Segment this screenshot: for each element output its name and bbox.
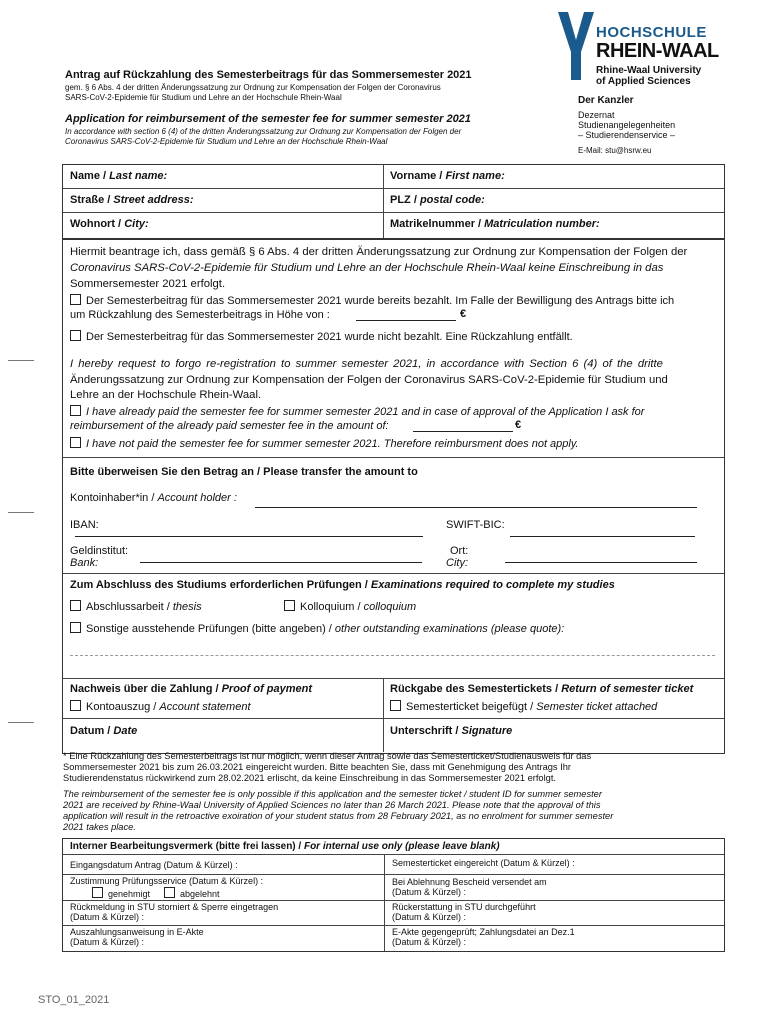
date-de: Datum / <box>70 725 114 737</box>
note-en-3: application will result in the retroactive exoiration of your student status from 28 February 2021, as no enrolment for summer semester <box>63 811 614 821</box>
field-street[interactable] <box>70 194 194 206</box>
rejected-label: abgelehnt <box>180 889 220 899</box>
internal-r2-right-2: (Datum & Kürzel) : <box>392 887 467 897</box>
option-paid-en-text: I have already paid the semester fee for summer semester 2021 and in case of approval of the Application I ask for <box>86 406 645 418</box>
internal-table-title <box>70 841 500 852</box>
ticket-en: Return of semester ticket <box>561 683 694 695</box>
checkbox-colloquium[interactable] <box>284 600 295 611</box>
internal-r4-left-1: Auszahlungsanweisung in E-Akte <box>70 927 204 937</box>
other-en: other outstanding examinations (please quote): <box>334 623 565 635</box>
approved-label: genehmigt <box>108 889 151 899</box>
label-city-en: City: <box>124 218 149 230</box>
statement-de: Kontoauszug / <box>86 701 160 713</box>
iban-field[interactable] <box>75 536 423 537</box>
table-divider <box>62 900 724 901</box>
option-paid-de-text: Der Semesterbeitrag für das Sommersemester 2021 wurde bereits bezahlt. Im Falle der Bewilligung des Antrags bitte ich <box>86 295 675 307</box>
attached-en: Semester ticket attached <box>536 701 658 713</box>
date-en: Date <box>113 725 138 737</box>
internal-r3-right-2: (Datum & Kürzel) : <box>392 912 467 922</box>
internal-r3-right-1: Rückerstattung in STU durchgeführt <box>392 902 536 912</box>
ticket-de: Rückgabe des Semestertickets / <box>390 683 562 695</box>
internal-r4-left-2: (Datum & Kürzel) : <box>70 937 145 947</box>
option-unpaid-en[interactable] <box>70 437 579 450</box>
subtitle-en-2: Coronavirus SARS-CoV-2-Epidemie für Studium und Lehre an der Hochschule Rhein-Waal <box>65 137 388 146</box>
colloq-en: colloquium <box>363 601 417 613</box>
internal-r2-approved[interactable] <box>92 887 150 900</box>
checkbox-paid-en[interactable] <box>70 405 81 416</box>
subtitle-de-2: SARS-CoV-2-Epidemie für Studium und Lehre an der Hochschule Rhein-Waal <box>65 93 342 102</box>
checkbox-other-exams[interactable] <box>70 622 81 633</box>
internal-r3-left-2: (Datum & Kürzel) : <box>70 912 145 922</box>
currency-en: € <box>515 419 522 431</box>
payment-en: Proof of payment <box>221 683 313 695</box>
colloq-de: Kolloquium / <box>300 601 364 613</box>
statement-en: Account statement <box>159 701 251 713</box>
option-account-statement[interactable] <box>70 700 251 713</box>
checkbox-ticket-attached[interactable] <box>390 700 401 711</box>
internal-r2-right-1: Bei Ablehnung Bescheid versendet am <box>392 877 547 887</box>
internal-r3-left-1: Rückmeldung in STU storniert & Sperre eingetragen <box>70 902 279 912</box>
table-divider <box>384 854 385 951</box>
label-vorname-en: First name: <box>445 170 505 182</box>
logo-mark-icon <box>556 12 596 82</box>
amount-line-de[interactable] <box>356 320 456 321</box>
sender-studienangelegenheiten: Studienangelegenheiten <box>578 120 676 130</box>
section-divider <box>62 678 724 679</box>
option-colloquium[interactable] <box>284 600 416 613</box>
request-de-line3: Sommersemester 2021 erfolgt. <box>70 278 226 290</box>
internal-r2-left: Zustimmung Prüfungsservice (Datum & Kürzel) : <box>70 876 264 886</box>
amount-line-en[interactable] <box>413 431 513 432</box>
label-vorname-de: Vorname / <box>390 170 446 182</box>
section-divider <box>62 457 724 458</box>
proof-payment-title <box>70 683 312 695</box>
request-en-line2: Änderungssatzung zur Ordnung zur Kompensation der Folgen der Coronavirus SARS-CoV-2-Epidemie für Studium und <box>70 374 668 386</box>
logo-text-hochschule: HOCHSCHULE <box>596 24 707 41</box>
bank-name-field[interactable] <box>140 562 422 563</box>
option-paid-en-line2: reimbursement of the already paid semester fee in the amount of: <box>70 420 389 432</box>
section-divider <box>383 678 384 752</box>
account-holder-label <box>70 492 237 504</box>
swift-field[interactable] <box>510 536 695 537</box>
thesis-en: thesis <box>172 601 202 613</box>
label-city-de: Wohnort / <box>70 218 125 230</box>
checkbox-thesis[interactable] <box>70 600 81 611</box>
table-divider <box>62 925 724 926</box>
other-de: Sonstige ausstehende Prüfungen (bitte angeben) / <box>86 623 335 635</box>
other-exams-field[interactable] <box>70 655 715 656</box>
checkbox-unpaid-en[interactable] <box>70 437 81 448</box>
account-holder-field[interactable] <box>255 507 697 508</box>
logo-text-rheinwaal: RHEIN-WAAL <box>596 40 719 62</box>
label-street-de: Straße / <box>70 194 114 206</box>
table-divider <box>62 854 724 855</box>
bank-city-label-de: Ort: <box>450 545 469 557</box>
option-other-exams[interactable] <box>70 622 564 635</box>
request-de-line1-text: Hiermit beantrage ich, dass gemäß § 6 Abs. 4 der dritten Änderungssatzung zur Ordnung zur Kompensation der Folgen der <box>70 246 688 258</box>
bank-section-title: Bitte überweisen Sie den Betrag an / Please transfer the amount to <box>70 466 418 478</box>
note-de-3: Studierendenstatus rückwirkend zum 28.02.2021 erlischt, da keine Einschreibung in das Sommersemester 2021 erfolgt. <box>63 773 557 783</box>
sign-de: Unterschrift / <box>390 725 462 737</box>
request-en-line3: Lehre an der Hochschule Rhein-Waal. <box>70 389 262 401</box>
label-name-en: Last name: <box>109 170 168 182</box>
label-street-en: Street address: <box>113 194 194 206</box>
internal-title-en: For internal use only (please leave blank) <box>303 841 500 852</box>
checkbox-approved[interactable] <box>92 887 103 898</box>
holder-de: Kontoinhaber*in / <box>70 492 158 504</box>
ticket-return-title <box>390 683 693 695</box>
note-en-1: The reimbursement of the semester fee is only possible if this application and the semester ticket / student ID for summer semester <box>63 789 602 799</box>
title-en: Application for reimbursement of the semester fee for summer semester 2021 <box>65 113 471 125</box>
signature-field[interactable] <box>390 725 512 737</box>
section-divider <box>62 573 724 574</box>
fold-mark-3 <box>8 722 34 723</box>
thesis-de: Abschlussarbeit / <box>86 601 173 613</box>
request-de-line1 <box>70 246 720 258</box>
sender-email: E-Mail: stu@hsrw.eu <box>578 146 652 155</box>
attached-de: Semesterticket beigefügt / <box>406 701 537 713</box>
exams-title-en: Examinations required to complete my studies <box>370 579 615 591</box>
note-de-1: * Eine Rückzahlung des Semesterbeitrags ist nur möglich, wenn dieser Antrag sowie das Semesterticket/Studienausweis für das <box>63 751 592 761</box>
checkbox-rejected[interactable] <box>164 887 175 898</box>
label-name-de: Name / <box>70 170 110 182</box>
document-code: STO_01_2021 <box>38 994 110 1006</box>
option-paid-de-line2: um Rückzahlung des Semesterbeitrags in Höhe von : <box>70 309 330 321</box>
note-en-2: 2021 are received by Rhine-Waal University of Applied Sciences no later than 26 March 2021. Please note that the approval of this <box>63 800 601 810</box>
swift-label: SWIFT-BIC: <box>446 519 505 531</box>
note-de-2: Sommersemester 2021 bis zum 26.03.2021 eingereicht wurden. Bitte beachten Sie, dass mit Genehmigung des Antrags Ihr <box>63 762 571 772</box>
exams-section-title <box>70 579 615 591</box>
label-plz-en: postal code: <box>419 194 485 206</box>
field-first-name[interactable] <box>390 170 505 182</box>
option-unpaid-en-text: I have not paid the semester fee for summer semester 2021. Therefore reimbursment does not apply. <box>86 438 579 450</box>
currency-de: € <box>460 308 467 320</box>
logo-text-en2: of Applied Sciences <box>596 76 691 87</box>
sender-kanzler: Der Kanzler <box>578 95 634 106</box>
field-postal-code[interactable] <box>390 194 485 206</box>
iban-label: IBAN: <box>70 519 99 531</box>
table-divider <box>62 874 724 875</box>
option-paid-en[interactable] <box>70 405 644 418</box>
field-matriculation[interactable] <box>390 218 600 230</box>
title-de: Antrag auf Rückzahlung des Semesterbeitrags für das Sommersemester 2021 <box>65 69 472 81</box>
sign-en: Signature <box>461 725 513 737</box>
table-divider <box>383 164 384 239</box>
table-divider <box>62 212 724 213</box>
option-paid-de[interactable] <box>70 294 674 307</box>
internal-r1-left: Eingangsdatum Antrag (Datum & Kürzel) : <box>70 860 238 870</box>
fold-mark-1 <box>8 360 34 361</box>
request-de-line2: Coronavirus SARS-CoV-2-Epidemie für Studium und Lehre an der Hochschule Rhein-Waal keine Einschreibung in das <box>70 262 664 274</box>
subtitle-de-1: gem. § 6 Abs. 4 der dritten Änderungssatzung zur Ordnung zur Kompensation der Folgen der Coronavirus <box>65 83 441 92</box>
bank-name-label-de: Geldinstitut: <box>70 545 129 557</box>
field-last-name[interactable] <box>70 170 167 182</box>
label-matr-de: Matrikelnummer / <box>390 218 485 230</box>
field-city[interactable] <box>70 218 149 230</box>
holder-en: Account holder : <box>157 492 237 504</box>
label-plz-de: PLZ / <box>390 194 420 206</box>
sender-studierendenservice: – Studierendenservice – <box>578 130 676 140</box>
exams-title-de: Zum Abschluss des Studiums erforderlichen Prüfungen / <box>70 579 371 591</box>
fold-mark-2 <box>8 512 34 513</box>
option-unpaid-de[interactable] <box>70 330 573 343</box>
internal-r4-right-2: (Datum & Kürzel) : <box>392 937 467 947</box>
checkbox-account-statement[interactable] <box>70 700 81 711</box>
logo-text-en1: Rhine-Waal University <box>596 65 702 76</box>
option-thesis[interactable] <box>70 600 202 613</box>
internal-r2-rejected[interactable] <box>164 887 220 900</box>
internal-title-de: Interner Bearbeitungsvermerk (bitte frei lassen) / <box>70 841 304 852</box>
bank-city-field[interactable] <box>505 562 697 563</box>
subtitle-en-1: In accordance with section 6 (4) of the dritten Änderungssatzung zur Ordnung zur Kompensation der Folgen der <box>65 127 462 136</box>
university-logo <box>556 12 756 92</box>
payment-de: Nachweis über die Zahlung / <box>70 683 222 695</box>
table-divider <box>62 188 724 189</box>
checkbox-paid-de[interactable] <box>70 294 81 305</box>
note-en-4: 2021 takes place. <box>63 822 136 832</box>
internal-r1-right: Semesterticket eingereicht (Datum & Kürzel) : <box>392 858 575 868</box>
bank-name-label-en: Bank: <box>70 557 99 569</box>
request-en-line1: I hereby request to forgo re-registration to summer semester 2021, in accordance with Section 6 (4) of the dritte <box>70 358 663 370</box>
bank-city-label-en: City: <box>446 557 468 569</box>
checkbox-unpaid-de[interactable] <box>70 330 81 341</box>
label-matr-en: Matriculation number: <box>484 218 600 230</box>
option-ticket-attached[interactable] <box>390 700 657 713</box>
section-divider <box>62 718 724 719</box>
date-field[interactable] <box>70 725 137 737</box>
option-unpaid-de-text: Der Semesterbeitrag für das Sommersemester 2021 wurde nicht bezahlt. Eine Rückzahlung entfällt. <box>86 331 573 343</box>
internal-r4-right-1: E-Akte gegengeprüft; Zahlungsdatei an Dez.1 <box>392 927 575 937</box>
sender-dezernat: Dezernat <box>578 110 615 120</box>
